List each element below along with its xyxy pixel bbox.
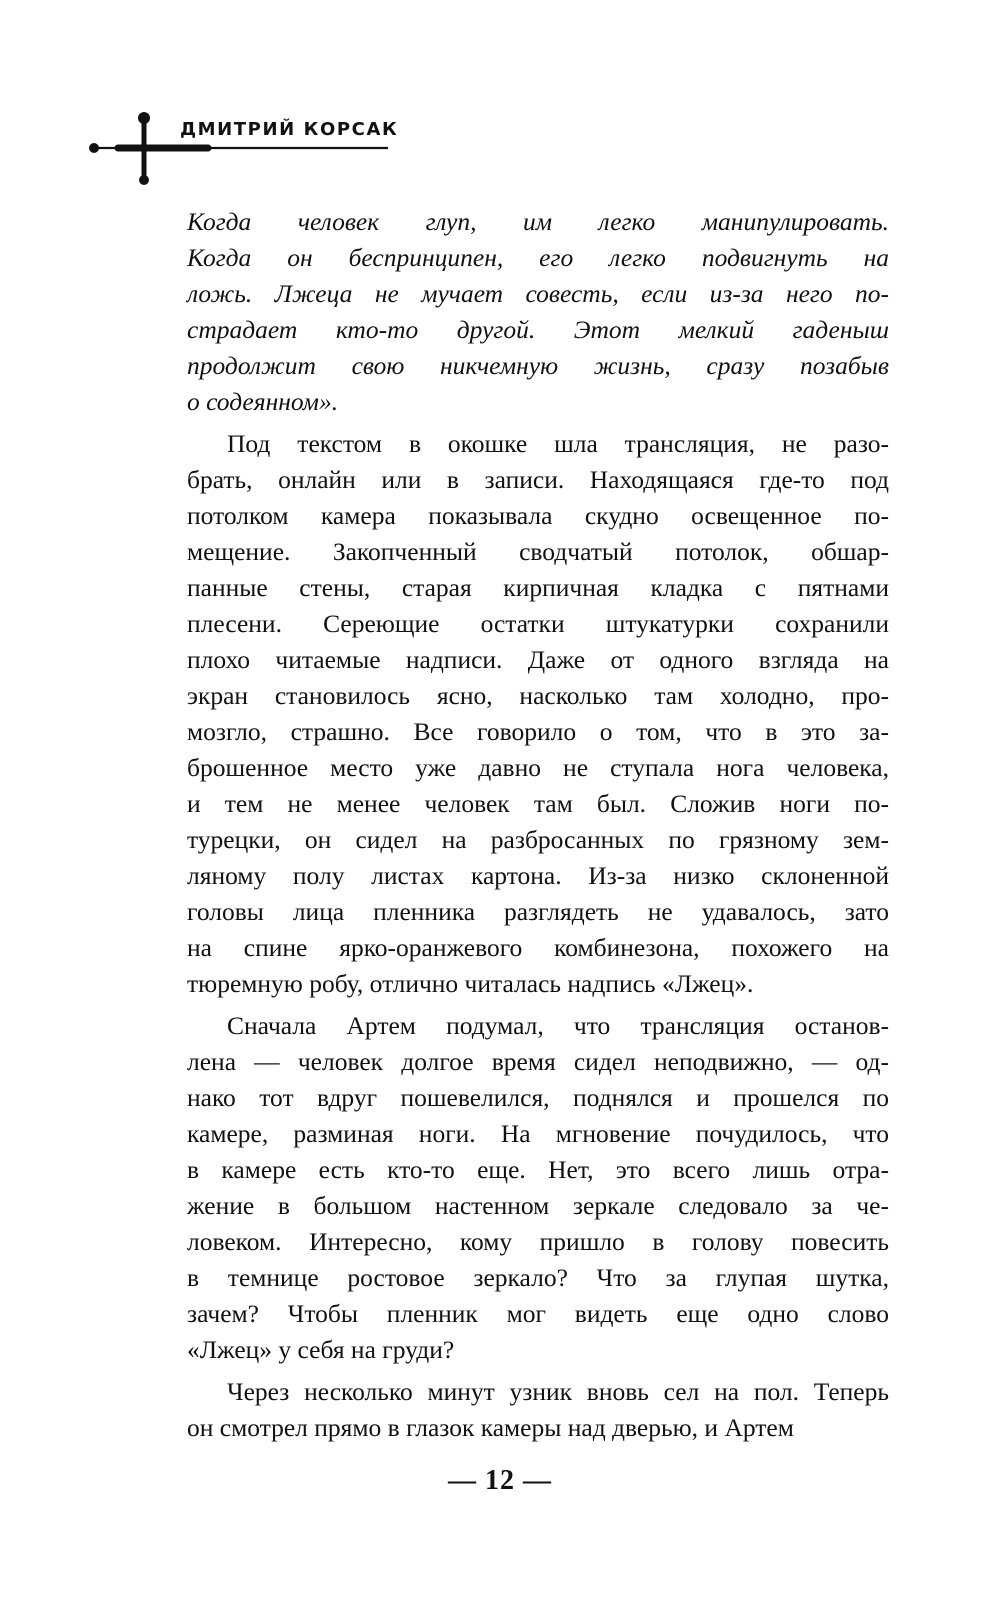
text-line: продолжит свою никчемную жизнь, сразу позабыв: [187, 351, 889, 380]
text-line: он смотрел прямо в глазок камеры над дверью, и Артем: [187, 1413, 794, 1442]
text-line: камере, разминая ноги. На мгновение почудилось, что: [187, 1119, 889, 1148]
text-line: в темнице ростовое зеркало? Что за глупая шутка,: [187, 1263, 889, 1292]
text-line: экран становилось ясно, насколько там холодно, про-: [187, 681, 889, 710]
text-line: мозгло, страшно. Все говорило о том, что в это за-: [187, 717, 889, 746]
text-line: ляному полу листах картона. Из-за низко склоненной: [187, 861, 889, 890]
text-line: в камере есть кто-то еще. Нет, это всего лишь отра-: [187, 1155, 889, 1184]
text-line: головы лица пленника разглядеть не удавалось, зато: [187, 897, 889, 926]
paragraph: [187, 1374, 889, 1446]
text-line: плохо читаемые надписи. Даже от одного взгляда на: [187, 645, 889, 674]
text-line: Когда человек глуп, им легко манипулировать.: [187, 207, 889, 236]
text-line: панные стены, старая кирпичная кладка с пятнами: [187, 573, 889, 602]
author-name: ДМИТРИЙ КОРСАК: [180, 119, 399, 140]
text-line: Через несколько минут узник вновь сел на пол. Теперь: [227, 1377, 889, 1406]
text-line: тюремную робу, отлично читалась надпись «Лжец».: [187, 969, 754, 998]
text-line: «Лжец» у себя на груди?: [187, 1335, 455, 1364]
text-line: ловеком. Интересно, кому пришло в голову повесить: [187, 1227, 889, 1256]
text-line: брошенное место уже давно не ступала нога человека,: [187, 753, 889, 782]
page-number: — 12 —: [448, 1465, 552, 1496]
text-line: мещение. Закопченный сводчатый потолок, обшар-: [187, 537, 889, 566]
body-text: [187, 204, 889, 1446]
text-line: Когда он беспринципен, его легко подвигнуть на: [187, 243, 889, 272]
text-line: страдает кто-то другой. Этот мелкий гаденыш: [187, 315, 889, 344]
paragraph: [187, 204, 889, 420]
text-line: Сначала Артем подумал, что трансляция останов-: [227, 1011, 889, 1040]
text-line: на спине ярко-оранжевого комбинезона, похожего на: [187, 933, 889, 962]
text-line: жение в большом настенном зеркале следовало за че-: [187, 1191, 889, 1220]
text-line: Под текстом в окошке шла трансляция, не разо-: [227, 429, 889, 458]
text-line: ложь. Лжеца не мучает совесть, если из-за него по-: [187, 279, 889, 308]
paragraph: [187, 1008, 889, 1368]
text-line: турецки, он сидел на разбросанных по грязному зем-: [187, 825, 889, 854]
text-line: потолком камера показывала скудно освещенное по-: [187, 501, 889, 530]
paragraph: [187, 426, 889, 1002]
running-header: [88, 112, 408, 192]
text-line: лена — человек долгое время сидел неподвижно, — од-: [187, 1047, 889, 1076]
text-line: нако тот вдруг пошевелился, поднялся и прошелся по: [187, 1083, 889, 1112]
text-line: и тем не менее человек там был. Сложив ноги по-: [187, 789, 889, 818]
text-line: брать, онлайн или в записи. Находящаяся где-то под: [187, 465, 889, 494]
text-line: плесени. Сереющие остатки штукатурки сохранили: [187, 609, 889, 638]
text-line: о содеянном».: [187, 387, 339, 416]
text-line: зачем? Чтобы пленник мог видеть еще одно слово: [187, 1299, 889, 1328]
